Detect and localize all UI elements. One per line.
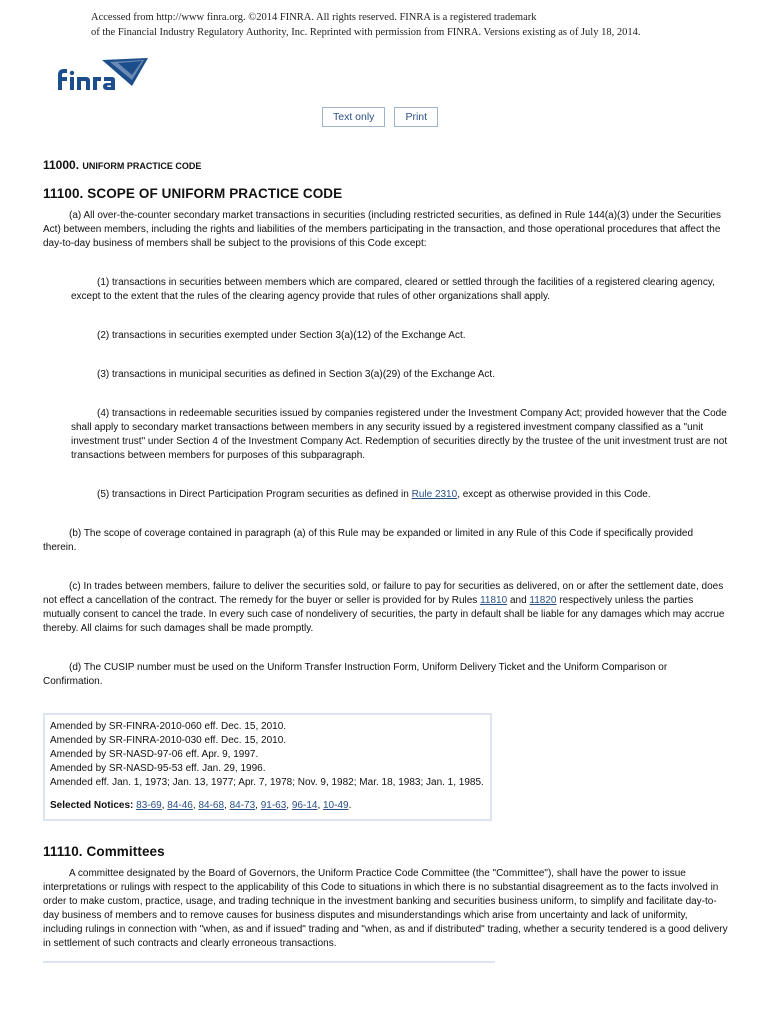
print-button[interactable]: Print [394, 107, 438, 127]
paragraph-c-text-pre: (c) In trades between members, failure to deliver the securities sold, or failure to pay for securities as delivered, on or after the settlement date, does not effect a cancellation of the contract. The remedy for the buyer or seller is provided for by Rules [43, 581, 724, 606]
section-11100-heading: 11100. SCOPE OF UNIFORM PRACTICE CODE [43, 186, 343, 201]
selected-notices-label: Selected Notices: [50, 800, 134, 811]
text-only-button[interactable]: Text only [322, 107, 385, 127]
amendment-line: Amended eff. Jan. 1, 1973; Jan. 13, 1977; Apr. 7, 1978; Nov. 9, 1982; Mar. 18, 1983; Jan. 1, 1985. [50, 777, 484, 788]
finra-logo [52, 56, 150, 92]
notice-link[interactable]: 84-73 [229, 800, 256, 811]
notice-link[interactable]: 84-68 [198, 800, 225, 811]
section-11110-paragraph: A committee designated by the Board of Governors, the Uniform Practice Code Committee (the "Committee"), shall have the power to issue interpretations or rulings with respect to the applicability of this Code to situations in which there is no substantial disagreement as to the facts involved in order to make custom, practice, usage, and trading technique in the investment banking and securities business uniform, to simplify and facilitate day-to-day business of members and to remove causes for business disputes and misunderstandings which arise from uncertainty and lack of uniformity, including rulings in connection with "when, as and if issued" trading and "when, as and if distributed" trading, whether a security tendered is a good delivery in settlement of such contracts and clearly erroneous transactions. [43, 868, 728, 949]
accessed-line-1: Accessed from http://www finra.org. ©2014 FINRA. All rights reserved. FINRA is a registered trademark [91, 12, 537, 23]
notice-link[interactable]: 96-14 [291, 800, 318, 811]
rule-content [43, 156, 728, 963]
amendment-line: Amended by SR-FINRA-2010-030 eff. Dec. 15, 2010. [50, 735, 287, 746]
notice-link[interactable]: 91-63 [260, 800, 287, 811]
notice-link[interactable]: 10-49 [323, 800, 349, 811]
paragraph-d: (d) The CUSIP number must be used on the Uniform Transfer Instruction Form, Uniform Delivery Ticket and the Uniform Comparison or Confirmation. [43, 662, 668, 687]
item-5 [71, 488, 728, 502]
paragraph-c-text-mid: and [507, 595, 530, 606]
paragraph-b: (b) The scope of coverage contained in paragraph (a) of this Rule may be expanded or limited in any Rule of this Code if specifically provided therein. [43, 528, 694, 553]
rule-11820-link[interactable]: 11820 [529, 595, 557, 606]
selected-notices: Selected Notices: 83-69, 84-46, 84-68, 84-73, 91-63, 96-14, 10-49. [50, 800, 352, 811]
amendment-line: Amended by SR-NASD-95-53 eff. Jan. 29, 1996. [50, 763, 266, 774]
rule-11810-link[interactable]: 11810 [480, 595, 508, 606]
item-5-text-pre: (5) transactions in Direct Participation Program securities as defined in [97, 489, 412, 500]
item-5-text-post: , except as otherwise provided in this Code. [457, 489, 651, 500]
amendment-line: Amended by SR-NASD-97-06 eff. Apr. 9, 1997. [50, 749, 259, 760]
section-11000-number: 11000. [43, 158, 80, 172]
paragraph-c [43, 580, 728, 636]
item-3: (3) transactions in municipal securities as defined in Section 3(a)(29) of the Exchange Act. [97, 369, 495, 380]
paragraph-c-text-post: respectively unless the parties mutually consent to cancel the trade. In every such case of nondelivery of securities, the party in default shall be liable for any damages which may accrue thereby. All claims for such damages shall be made promptly. [43, 595, 725, 634]
paragraph-a: (a) All over-the-counter secondary market transactions in securities (including restricted securities, as defined in Rule 144(a)(3) under the Securities Act) between members, including the rights and liabilities of the members participating in the transaction, and those operational procedures that affect the day-to-day business of members shall be subject to the provisions of this Code except: [43, 210, 721, 249]
notice-link[interactable]: 83-69 [136, 800, 162, 811]
toolbar [322, 107, 438, 127]
amendment-line: Amended by SR-FINRA-2010-060 eff. Dec. 15, 2010. [50, 721, 287, 732]
item-1: (1) transactions in securities between members which are compared, cleared or settled through the facilities of a registered clearing agency, except to the extent that the rules of the clearing agency provide that rules of other organizations shall apply. [71, 277, 715, 302]
item-2: (2) transactions in securities exempted under Section 3(a)(12) of the Exchange Act. [97, 330, 466, 341]
accessed-notice [91, 10, 741, 40]
section-11000-title: UNIFORM PRACTICE CODE [82, 161, 202, 171]
notice-link[interactable]: 84-46 [167, 800, 193, 811]
section-11110-heading: 11110. Committees [43, 844, 165, 859]
accessed-line-2: of the Financial Industry Regulatory Authority, Inc. Reprinted with permission from FINRA. Versions existing as of July 18, 2014. [91, 27, 641, 38]
section-11000-heading [43, 156, 728, 175]
section-divider [43, 961, 495, 963]
rule-2310-link[interactable]: Rule 2310 [411, 489, 458, 500]
amendment-history-box [43, 713, 492, 821]
item-4: (4) transactions in redeemable securities issued by companies registered under the Investment Company Act; provided however that the Code shall apply to secondary market transactions between members in any security issued by a registered investment company classified as a "unit investment trust" under Section 4 of the Investment Company Act. Redemption of securities directly by the trustee of the unit investment trust are not transactions between members for purposes of this subparagraph. [71, 408, 728, 461]
